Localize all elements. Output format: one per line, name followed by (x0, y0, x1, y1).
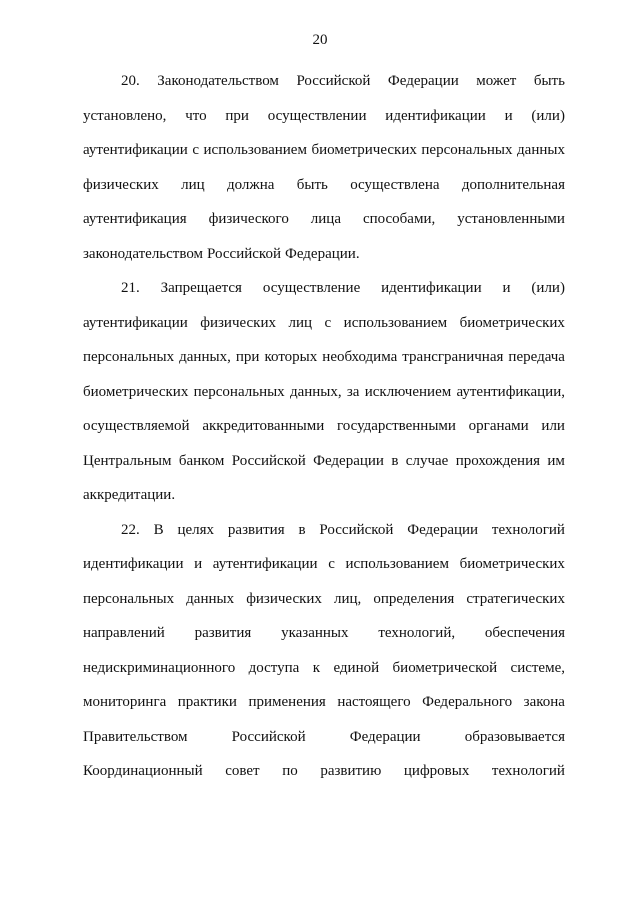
word: идентификации (381, 280, 482, 296)
word: Запрещается (160, 280, 242, 296)
word: технологий (491, 763, 565, 779)
word: быть (533, 73, 565, 89)
word: или (541, 418, 565, 434)
word: осуществление (262, 280, 361, 296)
text-line (83, 133, 565, 168)
word: использованием (343, 314, 448, 331)
word: совет (225, 763, 260, 779)
word: Российской (207, 245, 281, 262)
word: Российской (296, 73, 371, 89)
word: (или) (531, 280, 565, 296)
word: биометрических (83, 383, 189, 400)
word: Законодательством (157, 73, 279, 89)
word: персональных (83, 349, 175, 365)
word: к (312, 659, 321, 676)
word: и (502, 280, 511, 296)
word: идентификации (385, 107, 486, 124)
text-line (83, 375, 565, 410)
word: при (225, 107, 249, 124)
paragraph-p22 (83, 513, 565, 789)
word: должна (226, 176, 275, 193)
word: за (346, 383, 360, 400)
word: аутентификации (83, 142, 188, 158)
word: осуществлении (267, 107, 367, 124)
page-number: 20 (312, 32, 328, 48)
word: трансграничная (402, 349, 504, 365)
word: биометрической (392, 659, 498, 676)
word: определения (373, 590, 455, 607)
word: аутентификации (83, 314, 188, 331)
word: в (391, 452, 399, 469)
text-line (83, 168, 565, 203)
word: данных (517, 142, 565, 158)
text-line (83, 685, 565, 720)
word: биометрических (459, 556, 565, 572)
word: 22. (121, 521, 140, 538)
word: случае (405, 452, 449, 469)
word: необходима (322, 349, 398, 365)
word: аккредитованными (202, 418, 325, 434)
word: системе, (510, 659, 565, 676)
word: Российской (231, 728, 306, 745)
word: что (185, 107, 207, 124)
text-line (83, 64, 565, 99)
text-line (83, 340, 565, 375)
word: стратегических (466, 590, 565, 607)
paragraph-p20 (83, 64, 565, 271)
word: Координационный (83, 763, 203, 779)
word: Федерального (422, 694, 513, 710)
word: с (192, 142, 199, 158)
text-line (83, 99, 565, 134)
word: указанных (281, 625, 349, 641)
word: государственными (336, 418, 456, 434)
word: 20. (121, 73, 140, 89)
word: прохождения (455, 452, 541, 469)
word: быть (296, 176, 328, 193)
word: с (324, 314, 332, 331)
word: настоящего (337, 694, 411, 710)
word: Центральным (83, 452, 172, 469)
word: образовывается (464, 728, 565, 745)
word: Федерации (387, 73, 459, 89)
text-line (83, 237, 565, 272)
word: законодательством (83, 245, 204, 262)
word: физических (200, 314, 276, 331)
word: аутентификации, (456, 383, 565, 400)
word: исключением (364, 383, 452, 400)
word: лиц, (334, 590, 362, 607)
document-body (83, 64, 565, 789)
word: Российской (319, 521, 394, 538)
word: Федерации (407, 521, 479, 538)
text-line (83, 306, 565, 341)
word: технологий (491, 521, 565, 538)
word: технологий, (378, 625, 456, 641)
word: недискриминационного (83, 659, 236, 676)
word: лица (310, 211, 341, 227)
word: органами (468, 418, 529, 434)
word: физического (208, 211, 289, 227)
text-line (83, 271, 565, 306)
word: при (235, 349, 260, 365)
word: развития (227, 521, 285, 538)
text-line (83, 513, 565, 548)
word: физических (246, 590, 322, 607)
word: аутентификация (83, 211, 187, 227)
word: персональных (83, 590, 175, 607)
word: которых (264, 349, 318, 365)
word: данных (186, 590, 235, 607)
word: обеспечения (484, 625, 565, 641)
word: осуществлена (350, 176, 440, 193)
text-line (83, 754, 565, 789)
word: данных, (179, 349, 231, 365)
text-line (83, 582, 565, 617)
text-line (83, 202, 565, 237)
word: с (328, 556, 335, 572)
word: Федерации (313, 452, 384, 469)
word: мониторинга (83, 694, 167, 710)
word: им (547, 452, 565, 469)
word: Федерации. (284, 245, 360, 262)
word: направлений (83, 625, 165, 641)
word: может (476, 73, 517, 89)
word: использованием (203, 142, 307, 158)
word: и (194, 556, 203, 572)
text-line (83, 444, 565, 479)
word: лиц (181, 176, 205, 193)
word: биометрических (459, 314, 565, 331)
word: развития (194, 625, 252, 641)
word: установлено, (83, 107, 167, 124)
word: Правительством (83, 728, 188, 745)
paragraph-p21 (83, 271, 565, 513)
word: биометрических (311, 142, 417, 158)
word: целях (177, 521, 215, 538)
word: банком (178, 452, 225, 469)
word: цифровых (403, 763, 470, 779)
word: установленными (457, 211, 565, 227)
text-line (83, 547, 565, 582)
text-line (83, 478, 565, 513)
word: применения (248, 694, 326, 710)
word: доступа (248, 659, 300, 676)
word: Российской (231, 452, 306, 469)
word: в (298, 521, 306, 538)
word: (или) (531, 107, 565, 124)
word: практики (177, 694, 237, 710)
word: дополнительная (461, 176, 565, 193)
word: по (282, 763, 298, 779)
text-line (83, 409, 565, 444)
word: персональных (421, 142, 513, 158)
word: данных, (289, 383, 342, 400)
word: Федерации (349, 728, 421, 745)
word: способами, (362, 211, 436, 227)
text-line (83, 720, 565, 755)
word: аккредитации. (83, 487, 176, 503)
word: лиц (288, 314, 313, 331)
word: идентификации (83, 556, 184, 572)
word: осуществляемой (83, 418, 190, 434)
word: передача (508, 349, 565, 365)
word: развитию (320, 763, 382, 779)
word: и (504, 107, 513, 124)
word: физических (83, 176, 159, 193)
text-line (83, 651, 565, 686)
word: единой (333, 659, 380, 676)
text-line (83, 616, 565, 651)
word: В (153, 521, 164, 538)
word: аутентификации (212, 556, 318, 572)
word: закона (523, 694, 565, 710)
word: использованием (345, 556, 449, 572)
word: персональных (193, 383, 285, 400)
word: 21. (121, 280, 140, 296)
